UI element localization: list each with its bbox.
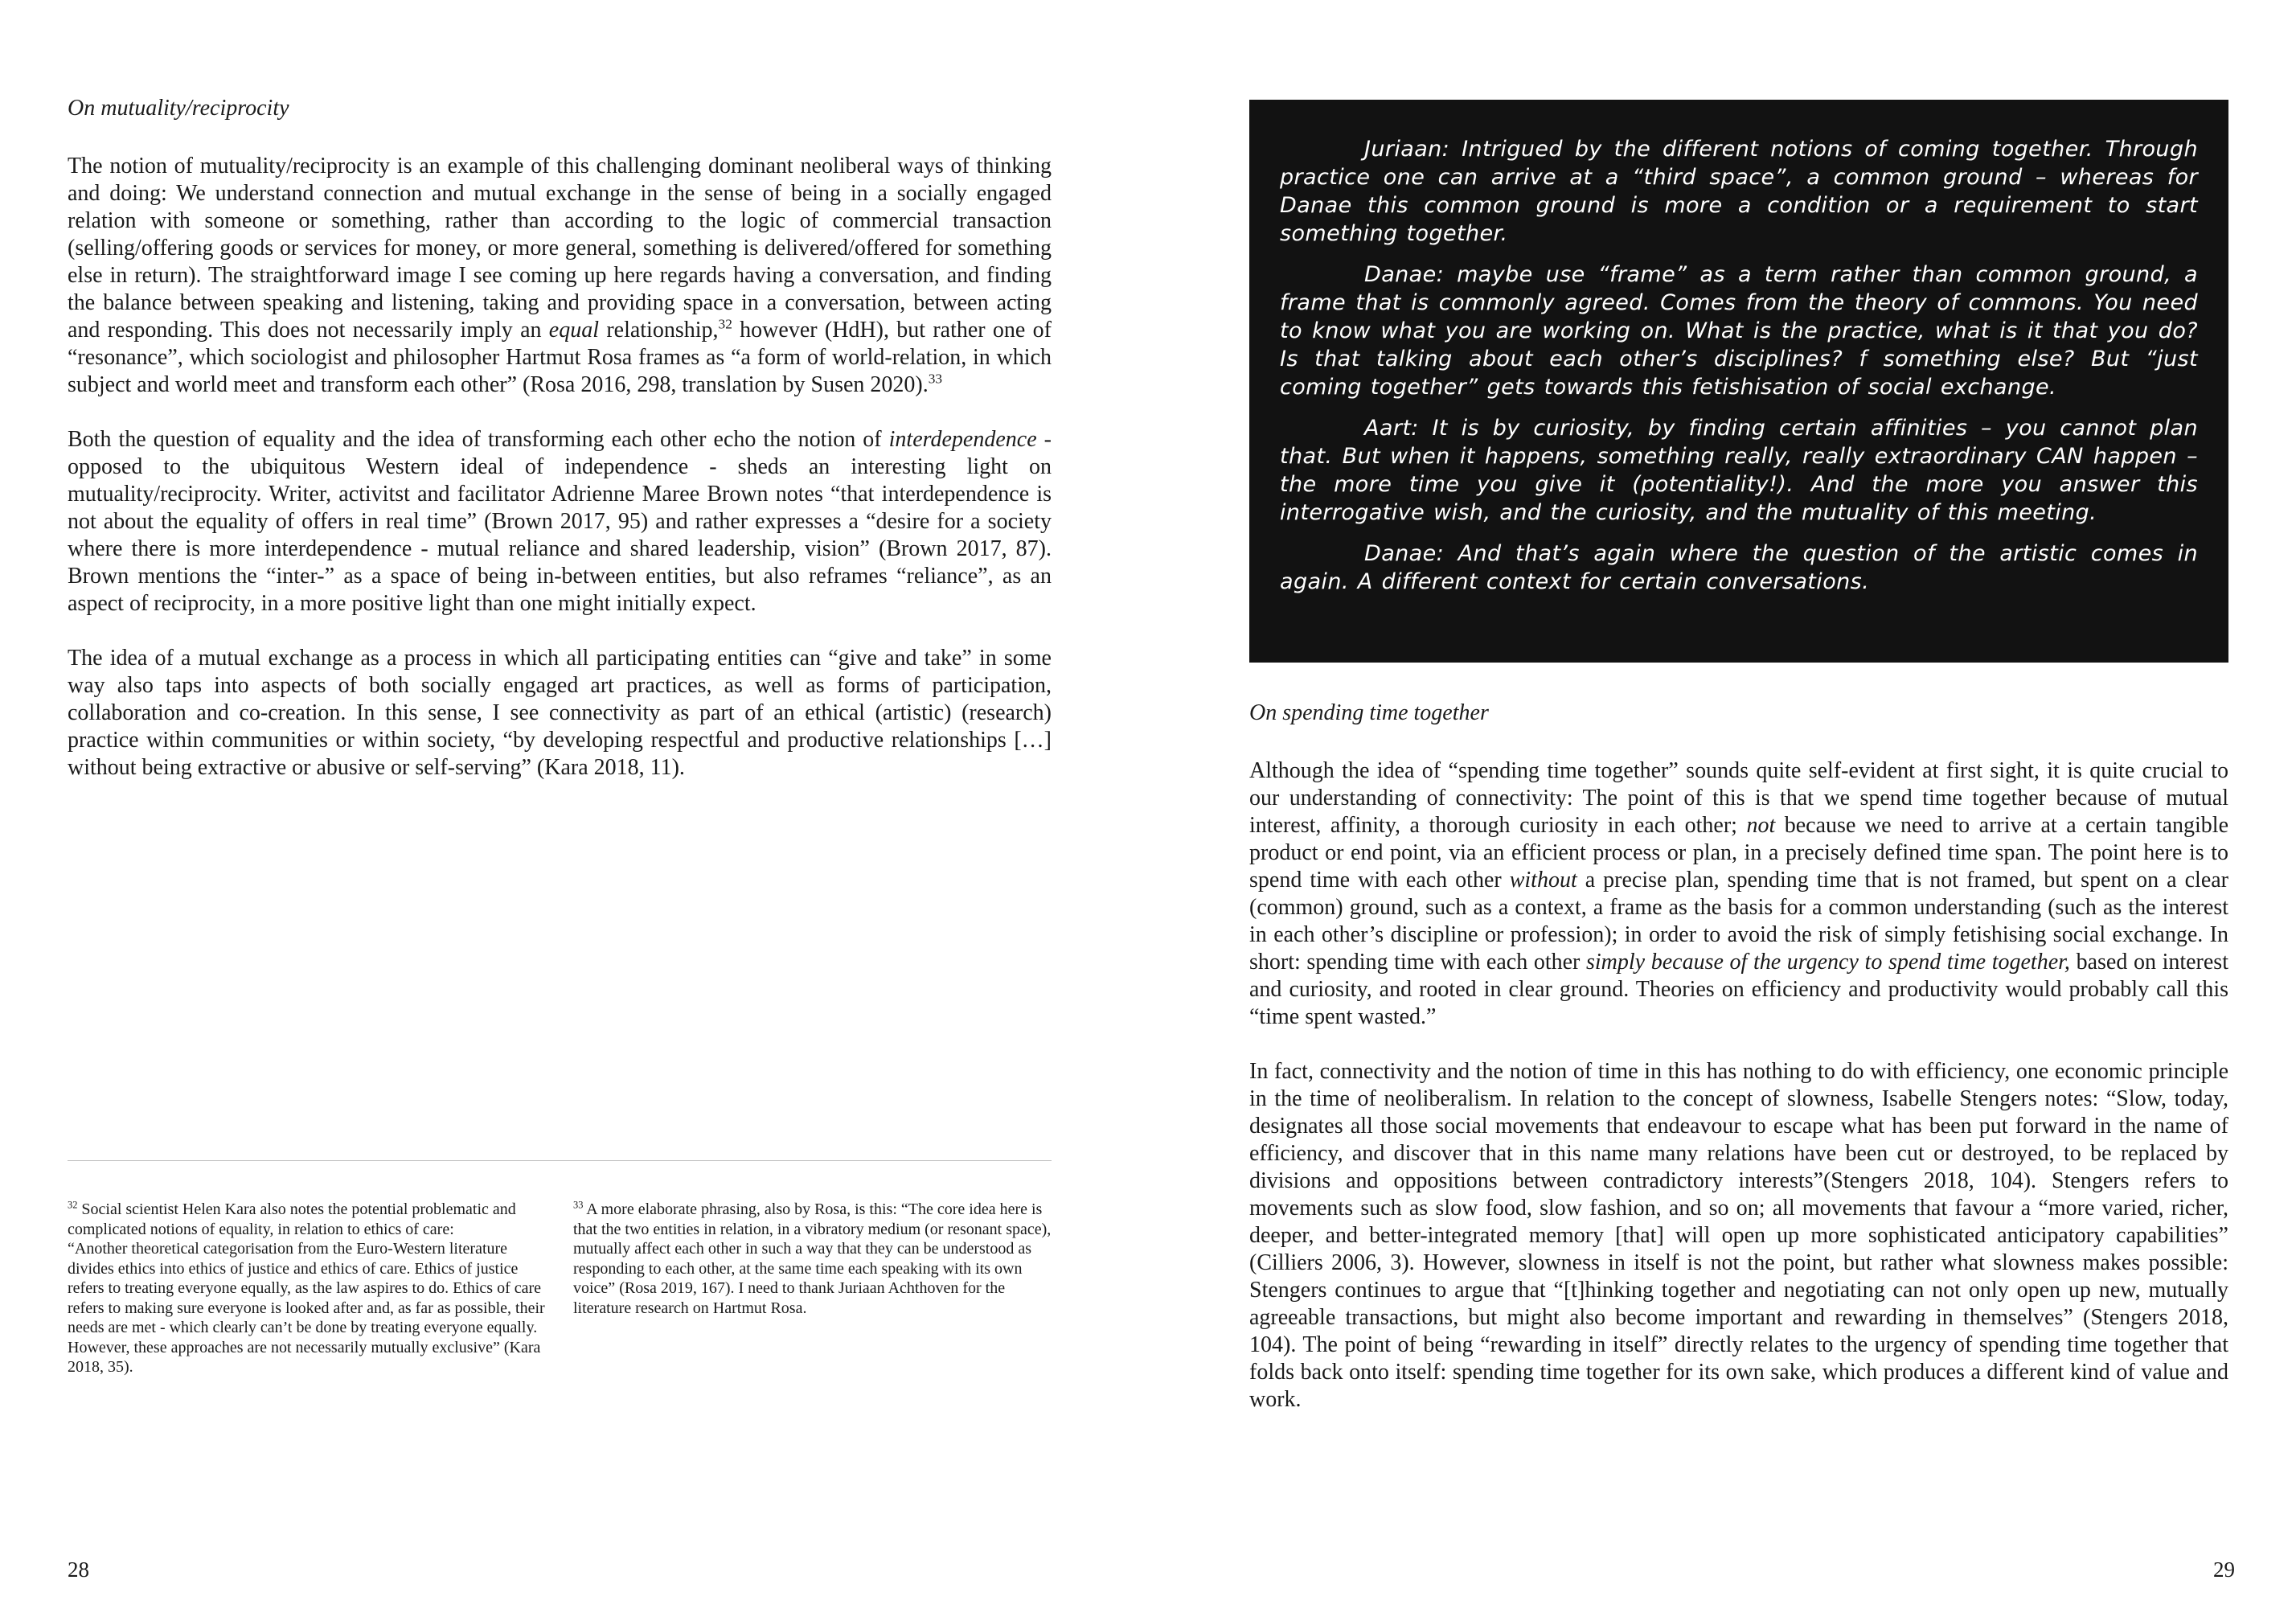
section-heading-spending-time: On spending time together [1249,700,1489,725]
paragraph: The notion of mutuality/reciprocity is an example of this challenging dominant neoliberal ways of thinking and doing: We understand connection and mutual exchange in the sense of being in a socially engaged relation with someone or something, rather than according to the logic of commercial transaction (selling/offering goods or services for money, or more general, something is delivered/offered for something else in return). The straightforward image I see coming up here regards having a conversation, and finding the balance between speaking and listening, taking and providing space in a conversation, between acting and responding. This does not necessarily imply an equal relationship,$^{32}$ however (HdH), but rather one of “resonance”, which sociologist and philosopher Hartmut Rosa frames as “a form of world-relation, in which subject and world meet and transform each other” (Rosa 2016, 298, translation by Susen 2020).$^{33}$ [68,154,1052,397]
footnote-text: $^{33}$ A more elaborate phrasing, also by Rosa, is this: “The core idea here is that the two entities in relation, in a vibratory medium (or resonant space), mutually affect each other in such a way that they can be understood as responding to each other, at the same time each speaking with its own voice” (Rosa 2019, 167). I need to thank Juriaan Achthoven for the literature research on Hartmut Rosa. [573,1199,1052,1317]
footnote-text: $^{32}$ Social scientist Helen Kara also notes the potential problematic and complicated notions of equality, in relation to ethics of care: [68,1199,516,1238]
dialogue-paragraph-danae-2: Danae: And that’s again where the question of the artistic comes in again. A different context for certain conversations. [1280,541,2198,594]
footnote-text: “Another theoretical categorisation from the Euro-Western literature divides ethics into ethics of justice and ethics of care. Ethics of justice refers to treating everyone equally, as the law aspires to do. Ethics of care refers to making sure everyone is looked after and, as far as possible, their needs are met - which clearly can’t be done by treating everyone equally. However, these approaches are not necessarily mutually exclusive” (Kara 2018, 35). [68,1240,545,1376]
paragraph: Both the question of equality and the idea of transforming each other echo the notion of interdependence - opposed to the ubiquitous Western ideal of independence - sheds an interesting light on mutuality/reciprocity. Writer, activitst and facilitator Adrienne Maree Brown notes “that interdependence is not about the equality of offers in real time” (Brown 2017, 95) and rather expresses a “desire for a society where there is more interdependence - mutual reliance and shared leadership, vision” (Brown 2017, 87). Brown mentions the “inter-” as a space of being in-between entities, but also reframes “reliance”, as an aspect of reciprocity, in a more positive light than one might initially expect. [68,427,1052,616]
paragraph: The idea of a mutual exchange as a process in which all participating entities can “give and take” in some way also taps into aspects of both socially engaged art practices, as well as forms of participation, collaboration and co-creation. In this sense, I see connectivity as part of an ethical (artistic) (research) practice within communities or within society, “by developing respectful and productive relationships […] without being extractive or abusive or self-serving” (Kara 2018, 11). [68,646,1052,780]
footnote-divider [68,1160,1052,1161]
footnote-columns [68,1200,1052,1377]
section-heading-mutuality: On mutuality/reciprocity [68,96,289,121]
page-right [1148,0,2296,1621]
dialogue-paragraph-juriaan: Juriaan: Intrigued by the different notions of coming together. Through practice one can arrive at a “third space”, a common ground – whereas for Danae this common ground is more a condition or a requirement to start something together. [1280,137,2198,246]
page-number-left: 28 [68,1557,89,1582]
dialogue-paragraph-danae-1: Danae: maybe use “frame” as a term rather than common ground, a frame that is commonly agreed. Comes from the theory of commons. You need to know what you are working on. What is the practice, what is it that you do? Is that talking about each other’s disciplines? f something else? But “just coming together” gets towards this fetishisation of social exchange. [1280,262,2198,400]
paragraph: Although the idea of “spending time together” sounds quite self-evident at first sight, it is quite crucial to our understanding of connectivity: The point of this is that we spend time together because of mutual interest, affinity, a thorough curiosity in each other; not because we need to arrive at a certain tangible product or end point, via an efficient process or plan, in a precisely defined time span. The point here is to spend time with each other without a precise plan, spending time that is not framed, but spent on a clear (common) ground, such as a context, a frame as the basis for a common understanding (such as the interest in each other’s discipline or profession); in order to avoid the risk of simply fetishising social exchange. In short: spending time with each other simply because of the urgency to spend time together, based on interest and curiosity, and rooted in clear ground. Theories on efficiency and productivity would probably call this “time spent wasted.” [1249,758,2229,1029]
footnotes-section [68,1160,1052,1377]
paragraph: In fact, connectivity and the notion of time in this has nothing to do with efficiency, one economic principle in the time of neoliberalism. In relation to the concept of slowness, Isabelle Stengers notes: “Slow, today, designates all those social movements that endeavour to escape what has been put forward in the name of efficiency, and discover that in this name many relations have been cut or destroyed, to be replaced by divisions and oppositions between contradictory interests”(Stengers 2018, 104). Stengers refers to movements such as slow food, slow fashion, and so on; all movements that favour a “more varied, richer, deeper, and better-integrated memory [that] will open up more sophisticated anticipatory capabilities” (Cilliers 2006, 3). However, slowness in itself is not the point, but rather what slowness makes possible: Stengers continues to argue that “[t]hinking together and negotiating can not only open up new, mutually agreeable transactions, but might also become important and rewarding in themselves” (Stengers 2018, 104). The point of being “rewarding in itself” directly relates to the urgency of spending time together that folds back onto itself: spending time together for its own sake, which produces a different kind of value and work. [1249,1059,2228,1412]
page-right-body [1249,100,2228,1441]
dialogue-paragraph-aart: Aart: It is by curiosity, by finding certain affinities – you cannot plan that. But when it happens, something really, really extraordinary CAN happen – the more time you give it (potentiality!). And the more you answer this interrogative wish, and the curiosity, and the mutuality of this meeting. [1280,416,2198,525]
page-number-right: 29 [2213,1557,2235,1582]
page-left-body [68,95,1052,809]
handwritten-dialogue-box [1249,100,2228,663]
footnote-32 [68,1200,546,1377]
footnote-33 [573,1200,1052,1377]
